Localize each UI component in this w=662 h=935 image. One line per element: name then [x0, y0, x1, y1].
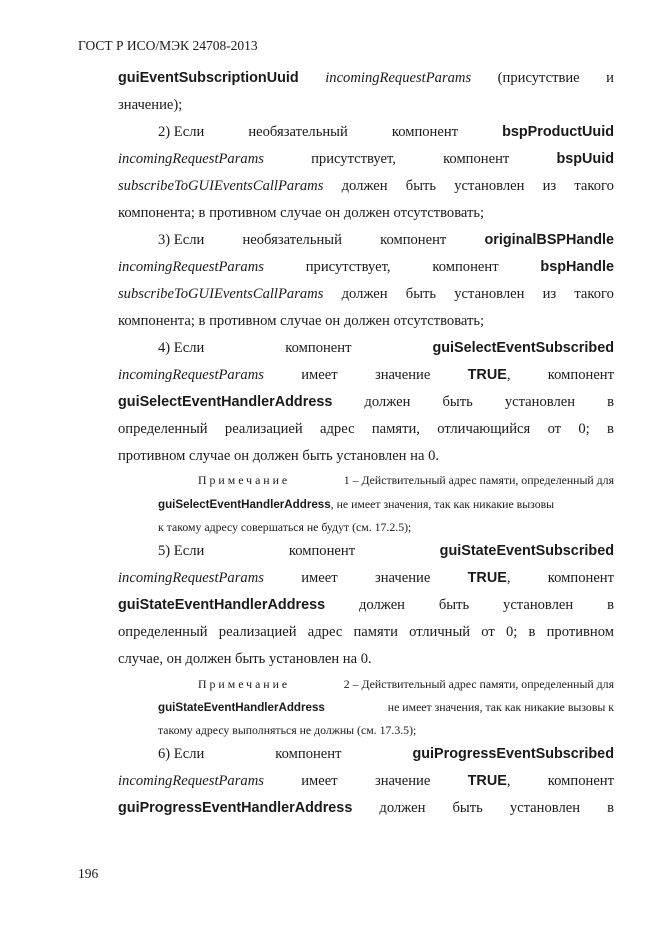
- value-true-text: TRUE: [467, 773, 507, 789]
- text-line: [118, 651, 614, 668]
- field-name: originalBSPHandle: [484, 232, 614, 248]
- word: имеет: [301, 367, 338, 383]
- note-2: [198, 677, 614, 692]
- word: компонент: [380, 232, 447, 248]
- word: установлен: [509, 800, 581, 816]
- word: адрес: [320, 421, 355, 437]
- text: противном случае он должен быть установлен на 0.: [118, 448, 440, 464]
- note-text: 2 – Действительный адрес памяти, определенный для: [343, 677, 614, 691]
- text-line: [118, 570, 614, 587]
- word: (присутствие: [497, 70, 580, 86]
- word: значение: [374, 773, 431, 789]
- param-name: subscribeToGUIEventsCallParams: [118, 178, 324, 194]
- word: значение: [374, 570, 431, 586]
- text-line: [118, 151, 614, 168]
- word: должен: [341, 286, 388, 302]
- note-text: 1 – Действительный адрес памяти, определенный для: [343, 473, 614, 487]
- list-item-2: [158, 124, 614, 141]
- word: 5) Если: [158, 543, 205, 559]
- word: адрес: [307, 624, 343, 640]
- text-line: [118, 259, 614, 276]
- field-name: bspUuid: [556, 151, 614, 167]
- note-label: Примечание: [198, 677, 291, 691]
- field-name: guiEventSubscriptionUuid: [118, 70, 299, 86]
- param-name: incomingRequestParams: [118, 151, 264, 167]
- word: установлен: [454, 286, 525, 302]
- field-name: guiStateEventHandlerAddress: [158, 701, 325, 714]
- field-name: guiSelectEventHandlerAddress: [118, 394, 333, 410]
- field-name: bspHandle: [540, 259, 614, 275]
- list-item-4: [158, 340, 614, 357]
- comma: ,: [506, 570, 511, 586]
- word: быть: [405, 286, 437, 302]
- word: реализацией: [224, 421, 303, 437]
- note-2-line: [158, 723, 614, 738]
- word: 4) Если: [158, 340, 205, 356]
- word: в: [607, 597, 614, 613]
- word: из: [542, 178, 557, 194]
- text-line: [118, 624, 614, 641]
- word: противном: [546, 624, 614, 640]
- text-line: [118, 421, 614, 438]
- text-line: [118, 597, 614, 614]
- note-2-line: [158, 700, 614, 715]
- list-item-6: [158, 746, 614, 763]
- word: компонент: [275, 746, 342, 762]
- word: 2) Если: [158, 124, 205, 140]
- word: быть: [405, 178, 437, 194]
- word: компонент: [443, 151, 510, 167]
- field-name: guiProgressEventHandlerAddress: [118, 800, 353, 816]
- word: 0;: [505, 624, 518, 640]
- word: 3) Если: [158, 232, 205, 248]
- word: отличающийся: [437, 421, 531, 437]
- word: компонент: [288, 543, 356, 559]
- text-line: [118, 394, 614, 411]
- word: в: [607, 421, 614, 437]
- value-true: [468, 773, 511, 790]
- note-text: к такому адресу совершаться не будут (см. 17.2.5);: [158, 520, 412, 534]
- text-line: [118, 367, 614, 384]
- word: компонент: [391, 124, 459, 140]
- word: имеет: [301, 570, 338, 586]
- word: необязательный: [242, 232, 342, 248]
- word: определенный: [118, 624, 208, 640]
- word: установлен: [503, 597, 574, 613]
- param-name: subscribeToGUIEventsCallParams: [118, 286, 324, 302]
- word: имеет: [301, 773, 338, 789]
- text-line: [118, 97, 614, 114]
- word: памяти: [353, 624, 398, 640]
- text: компонента; в противном случае он должен отсутствовать;: [118, 205, 485, 221]
- param-name: incomingRequestParams: [118, 259, 264, 275]
- note-1: [198, 473, 614, 488]
- word: от: [481, 624, 495, 640]
- word: необязательный: [248, 124, 348, 140]
- text-line: [118, 448, 614, 465]
- list-item-5: [158, 543, 614, 560]
- word: компонент: [285, 340, 352, 356]
- note-text: , не имеет значения, так как никакие вызовы: [330, 497, 555, 511]
- value-true: [468, 570, 511, 587]
- param-name: incomingRequestParams: [118, 367, 264, 383]
- word: компонент: [547, 773, 614, 789]
- word: в: [528, 624, 536, 640]
- word: должен: [341, 178, 388, 194]
- word: присутствует,: [305, 259, 391, 275]
- word: в: [607, 394, 614, 410]
- page-number: 196: [78, 866, 99, 881]
- note-text: такому адресу выполняться не должны (см. 17.3.5);: [158, 723, 417, 737]
- word: определенный: [118, 421, 208, 437]
- word: отличный: [409, 624, 471, 640]
- text-line: [118, 286, 614, 303]
- value-true-text: TRUE: [467, 570, 507, 586]
- field-name: bspProductUuid: [502, 124, 614, 140]
- text-line: [118, 773, 614, 790]
- word: установлен: [504, 394, 576, 410]
- word: быть: [452, 800, 483, 816]
- word: 0;: [578, 421, 590, 437]
- word: такого: [574, 178, 614, 194]
- value-true: [468, 367, 511, 384]
- document-header: ГОСТ Р ИСО/МЭК 24708-2013: [78, 38, 258, 53]
- word: компонент: [432, 259, 499, 275]
- word: должен: [379, 800, 426, 816]
- word: в: [607, 800, 614, 816]
- param-name: incomingRequestParams: [118, 570, 264, 586]
- text: случае, он должен быть установлен на 0.: [118, 651, 372, 667]
- field-name: guiStateEventHandlerAddress: [118, 597, 326, 613]
- word: должен: [359, 597, 405, 613]
- text-line: [118, 313, 614, 330]
- text: компонента; в противном случае он должен отсутствовать;: [118, 313, 485, 329]
- param-name: incomingRequestParams: [118, 773, 264, 789]
- text-line: [118, 205, 614, 222]
- word: быть: [438, 597, 470, 613]
- word: памяти,: [371, 421, 420, 437]
- field-name: guiStateEventSubscribed: [439, 543, 614, 559]
- note-label: Примечание: [198, 473, 291, 487]
- note-1-line: [158, 497, 614, 512]
- field-name: guiSelectEventSubscribed: [432, 340, 614, 356]
- list-item-3: [158, 232, 614, 249]
- word: такого: [574, 286, 614, 302]
- text: значение);: [118, 97, 183, 113]
- field-name: guiSelectEventHandlerAddress: [158, 498, 331, 511]
- word: присутствует,: [311, 151, 396, 167]
- word: реализацией: [218, 624, 297, 640]
- text-line: [118, 178, 614, 195]
- text-line: [118, 70, 614, 87]
- text-line: [118, 800, 614, 817]
- field-name: guiProgressEventSubscribed: [412, 746, 614, 762]
- word: компонент: [547, 570, 614, 586]
- comma: ,: [506, 773, 511, 789]
- param-name: incomingRequestParams: [325, 70, 472, 86]
- word: 6) Если: [158, 746, 205, 762]
- value-true-text: TRUE: [467, 367, 507, 383]
- word: и: [606, 70, 614, 86]
- word: значение: [374, 367, 431, 383]
- word: быть: [442, 394, 473, 410]
- word: установлен: [454, 178, 525, 194]
- note-1-line: [158, 520, 614, 535]
- note-text: не имеет значения, так как никакие вызовы к: [387, 700, 614, 714]
- word: должен: [364, 394, 411, 410]
- word: из: [542, 286, 557, 302]
- comma: ,: [506, 367, 511, 383]
- word: компонент: [547, 367, 614, 383]
- word: от: [547, 421, 562, 437]
